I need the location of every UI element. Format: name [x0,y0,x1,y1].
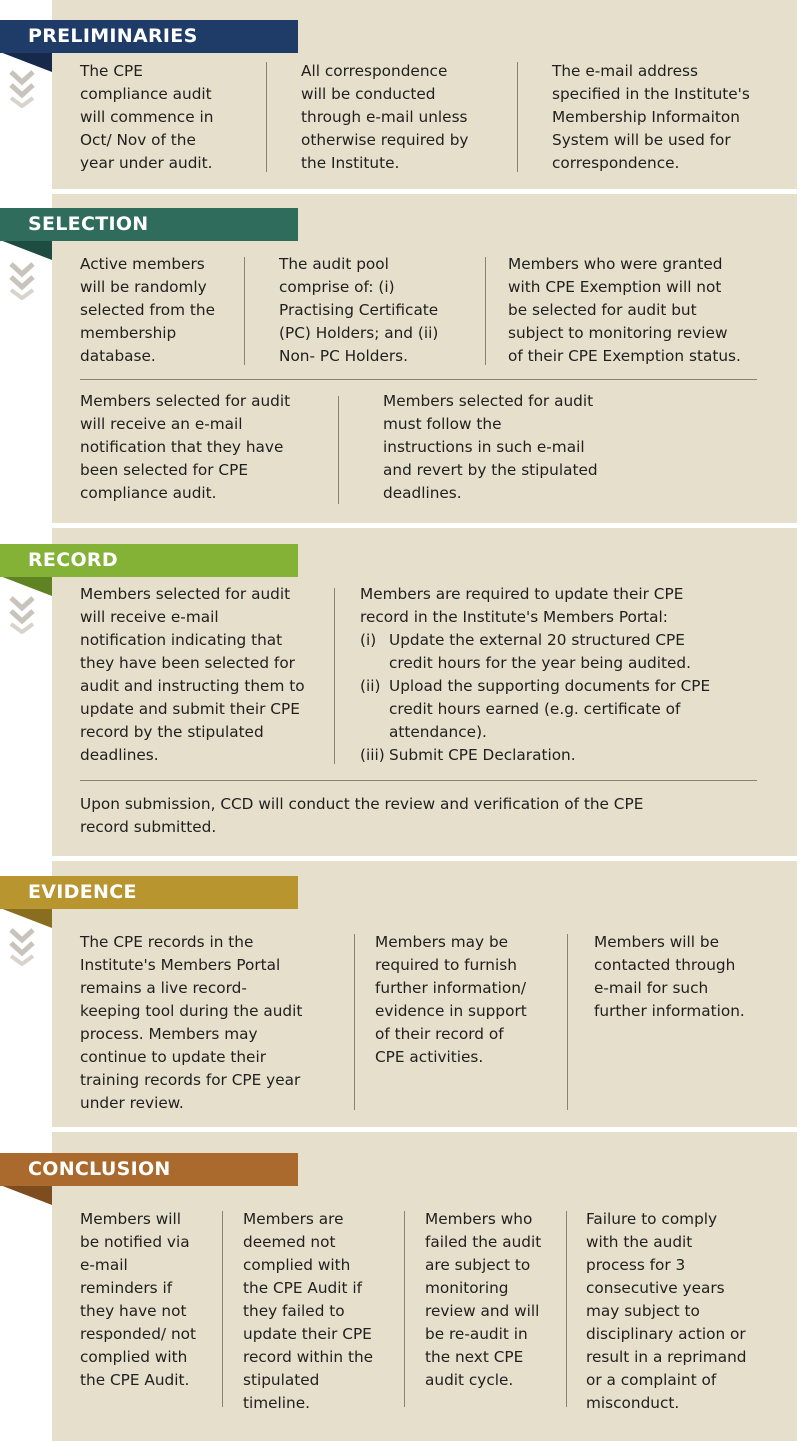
divider [567,934,568,1110]
evidence-banner-fold [0,908,52,928]
list-item-text: Upload the supporting documents for CPE credit hours earned (e.g. certificate of attendance). [389,677,711,741]
row-divider [80,379,757,380]
evidence-col2: Members may be required to furnish further information/ evidence in support of their record of CPE activities. [375,933,527,1066]
record-footer: Upon submission, CCD will conduct the review and verification of the CPE record submitted. [80,795,644,836]
conclusion-title: CONCLUSION [0,1153,298,1186]
divider [334,588,335,764]
evidence-col3: Members will be contacted through e-mail for such further information. [594,933,745,1020]
divider [222,1211,223,1407]
divider [266,62,267,172]
chevron-down-icon [8,260,36,300]
record-col1: Members selected for audit will receive e-mail notification indicating that they have been selected for audit and instructing them to update and submit their CPE record by the stipulated deadlines. [80,585,305,764]
conclusion-col1: Members will be notified via e-mail reminders if they have not responded/ not complied with the CPE Audit. [80,1210,196,1389]
conclusion-col2: Members are deemed not complied with the CPE Audit if they failed to update their CPE record within the stipulated timeline. [243,1210,374,1412]
preliminaries-title: PRELIMINARIES [0,20,298,53]
preliminaries-col1: The CPE compliance audit will commence in Oct/ Nov of the year under audit. [80,62,214,172]
selection-banner-fold [0,240,52,260]
divider [244,257,245,365]
record-title: RECORD [0,544,298,577]
selection-row2-col2: Members selected for audit must follow the instructions in such e-mail and revert by the stipulated deadlines. [383,392,598,502]
row-divider [80,780,757,781]
preliminaries-col2: All correspondence will be conducted through e-mail unless otherwise required by the Institute. [301,62,469,172]
record-col2-intro: Members are required to update their CPE record in the Institute's Members Portal: [360,585,684,626]
conclusion-banner-fold [0,1185,52,1205]
chevron-down-icon [8,926,36,966]
divider [404,1211,405,1407]
evidence-title: EVIDENCE [0,876,298,909]
list-item-number: (i) [360,631,377,649]
list-item-text: Update the external 20 structured CPE credit hours for the year being audited. [389,631,691,672]
preliminaries-col3: The e-mail address specified in the Institute's Membership Informaiton System will be used for correspondence. [552,62,750,172]
divider [338,396,339,504]
record-banner-fold [0,576,52,596]
list-item-text: Submit CPE Declaration. [389,746,576,764]
selection-row2-col1: Members selected for audit will receive an e-mail notification that they have been selected for CPE compliance audit. [80,392,291,502]
list-item-number: (ii) [360,677,381,695]
list-item-number: (iii) [360,746,385,764]
divider [517,62,518,172]
divider [485,257,486,365]
chevron-down-icon [8,594,36,634]
selection-title: SELECTION [0,208,298,241]
conclusion-col3: Members who failed the audit are subject to monitoring review and will be re-audit in the next CPE audit cycle. [425,1210,542,1389]
divider [354,934,355,1110]
evidence-col1: The CPE records in the Institute's Members Portal remains a live record- keeping tool during the audit process. Members may continue to update their training records for CPE year under review. [80,933,303,1112]
divider [566,1211,567,1407]
selection-col1: Active members will be randomly selected from the membership database. [80,255,215,365]
chevron-down-icon [8,68,36,108]
selection-col3: Members who were granted with CPE Exemption will not be selected for audit but subject to monitoring review of their CPE Exemption status. [508,255,741,365]
conclusion-col4: Failure to comply with the audit process for 3 consecutive years may subject to disciplinary action or result in a reprimand or a complaint of misconduct. [586,1210,747,1412]
selection-col2: The audit pool comprise of: (i) Practising Certificate (PC) Holders; and (ii) Non- PC Holders. [279,255,439,365]
